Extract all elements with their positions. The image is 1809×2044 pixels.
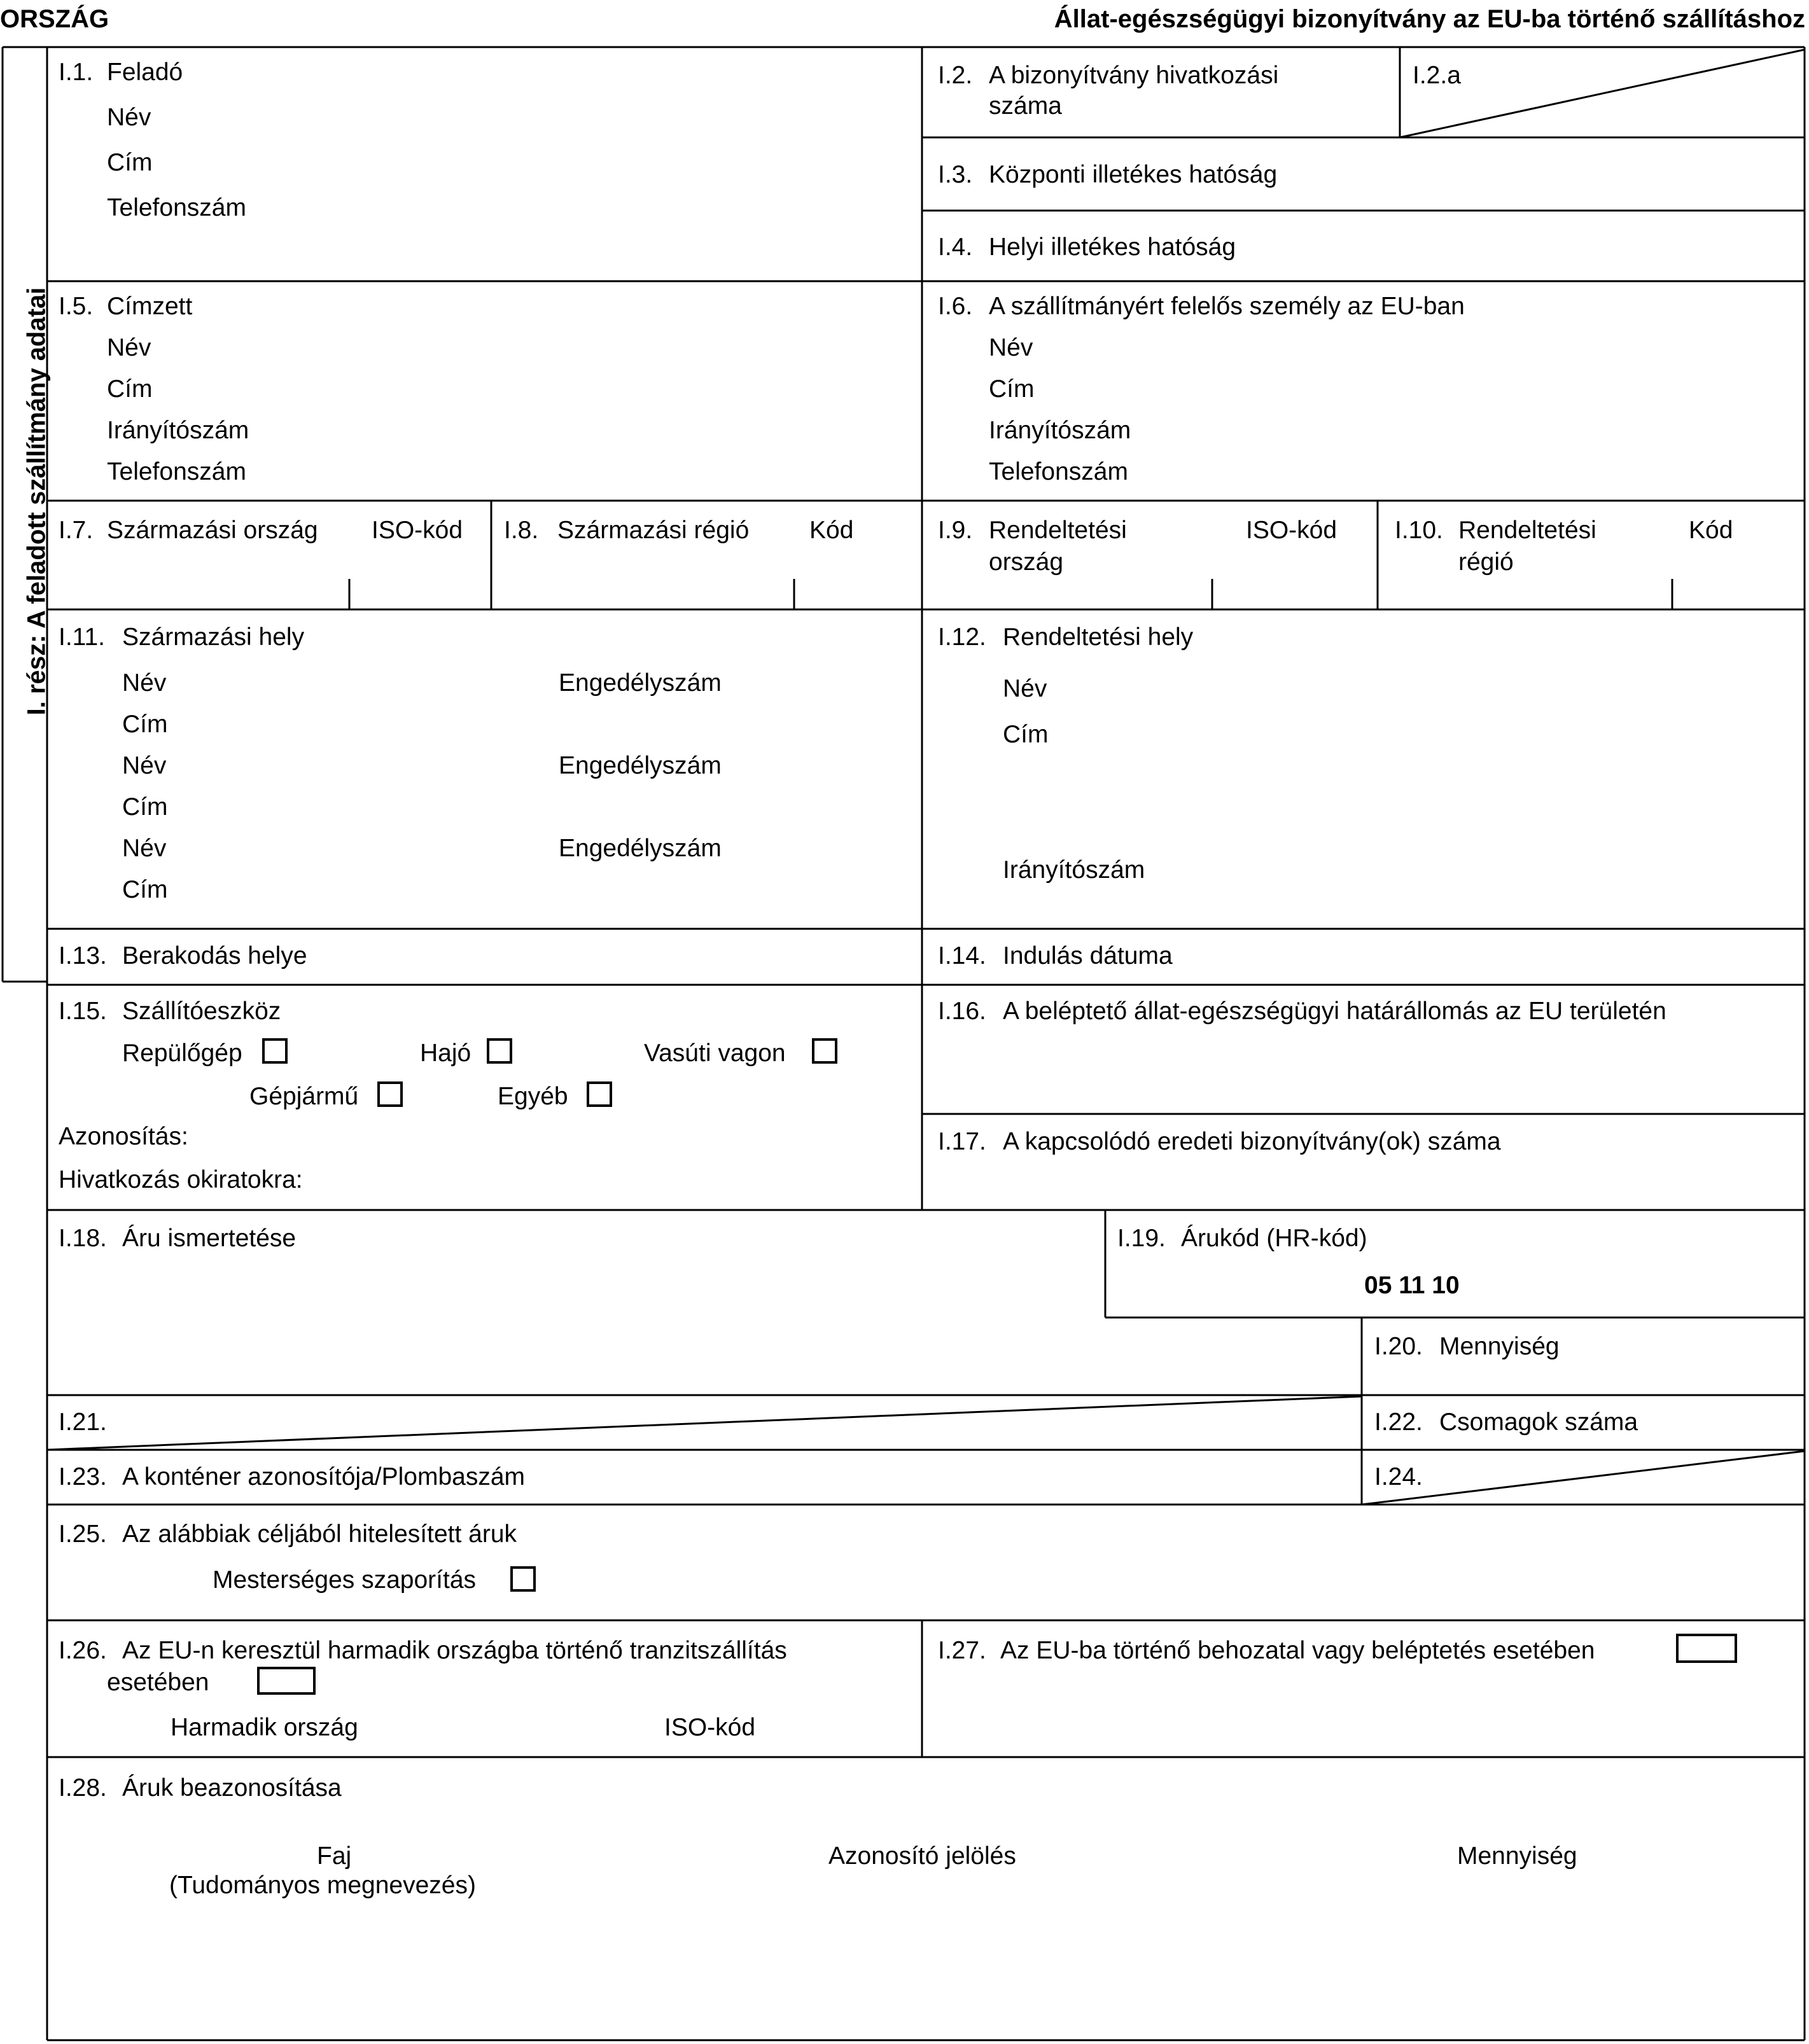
i25-option-label: Mesterséges szaporítás bbox=[213, 1566, 477, 1594]
i5-postcode-label: Irányítószám bbox=[107, 417, 249, 444]
i11-title: Származási hely bbox=[122, 623, 305, 651]
i23-number: I.23. bbox=[59, 1463, 107, 1491]
i11-number: I.11. bbox=[59, 623, 105, 651]
i8-title: Származási régió bbox=[557, 517, 750, 544]
i11-entry1-address-label: Cím bbox=[122, 711, 168, 738]
i13-number: I.13. bbox=[59, 942, 107, 970]
i4-number: I.4. bbox=[938, 233, 973, 261]
i11-entry1-name-label: Név bbox=[122, 669, 167, 697]
i1-title: Feladó bbox=[107, 59, 183, 86]
i10-code-label: Kód bbox=[1689, 517, 1733, 544]
i12-number: I.12. bbox=[938, 623, 986, 651]
certificate-title: Állat-egészségügyi bizonyítvány az EU-ba történő szállításhoz bbox=[1054, 5, 1805, 33]
i10-number: I.10. bbox=[1395, 517, 1443, 544]
i18-number: I.18. bbox=[59, 1225, 107, 1252]
i7-title: Származási ország bbox=[107, 517, 318, 544]
i15-road-checkbox[interactable] bbox=[377, 1081, 403, 1107]
i15-number: I.15. bbox=[59, 998, 107, 1025]
i2-title-line1: A bizonyítvány hivatkozási bbox=[989, 62, 1279, 89]
i28-title: Áruk beazonosítása bbox=[122, 1774, 342, 1802]
i25-number: I.25. bbox=[59, 1520, 107, 1548]
i19-number: I.19. bbox=[1117, 1225, 1166, 1252]
i15-other-checkbox[interactable] bbox=[587, 1081, 612, 1107]
i9-title-line1: Rendeltetési bbox=[989, 517, 1127, 544]
i26-title-line2: esetében bbox=[107, 1669, 209, 1696]
i10-title-line1: Rendeltetési bbox=[1458, 517, 1596, 544]
i16-title: A beléptető állat-egészségügyi határállomás az EU területén bbox=[1003, 998, 1666, 1025]
i15-railway-checkbox[interactable] bbox=[812, 1038, 837, 1064]
i15-aeroplane-label: Repülőgép bbox=[122, 1039, 242, 1067]
i6-title: A szállítmányért felelős személy az EU-ban bbox=[989, 293, 1465, 320]
i20-number: I.20. bbox=[1374, 1333, 1423, 1360]
i6-name-label: Név bbox=[989, 334, 1033, 361]
i1-phone-label: Telefonszám bbox=[107, 194, 246, 221]
i28-number: I.28. bbox=[59, 1774, 107, 1802]
i28-marking-header: Azonosító jelölés bbox=[828, 1842, 1016, 1870]
i27-title: Az EU-ba történő behozatal vagy beléptetés esetében bbox=[1000, 1637, 1595, 1664]
i25-artificial-reproduction-checkbox[interactable] bbox=[510, 1566, 536, 1592]
i12-address-label: Cím bbox=[1003, 721, 1049, 748]
i6-postcode-label: Irányítószám bbox=[989, 417, 1131, 444]
i26-transit-checkbox[interactable] bbox=[257, 1667, 316, 1695]
i11-entry3-approval-label: Engedélyszám bbox=[559, 835, 722, 862]
i6-address-label: Cím bbox=[989, 375, 1035, 403]
i5-address-label: Cím bbox=[107, 375, 153, 403]
i27-import-checkbox[interactable] bbox=[1676, 1634, 1737, 1663]
i21-number: I.21. bbox=[59, 1408, 107, 1436]
i13-title: Berakodás helye bbox=[122, 942, 307, 970]
i11-entry3-name-label: Név bbox=[122, 835, 167, 862]
i28-quantity-header: Mennyiség bbox=[1457, 1842, 1577, 1870]
i26-third-country-label: Harmadik ország bbox=[171, 1714, 358, 1741]
i9-iso-code-label: ISO-kód bbox=[1246, 517, 1338, 544]
i24-number: I.24. bbox=[1374, 1463, 1423, 1491]
i4-title: Helyi illetékes hatóság bbox=[989, 233, 1236, 261]
i22-number: I.22. bbox=[1374, 1408, 1423, 1436]
i2-title-line2: száma bbox=[989, 92, 1062, 120]
i26-title-line1: Az EU-n keresztül harmadik országba történő tranzitszállítás bbox=[122, 1637, 787, 1664]
i10-title-line2: régió bbox=[1458, 548, 1514, 576]
i15-railway-label: Vasúti vagon bbox=[644, 1039, 786, 1067]
i2-number: I.2. bbox=[938, 62, 973, 89]
i14-title: Indulás dátuma bbox=[1003, 942, 1173, 970]
i23-title: A konténer azonosítója/Plombaszám bbox=[122, 1463, 526, 1491]
i9-number: I.9. bbox=[938, 517, 973, 544]
i1-number: I.1. bbox=[59, 59, 94, 86]
i7-iso-code-label: ISO-kód bbox=[372, 517, 463, 544]
i6-phone-label: Telefonszám bbox=[989, 458, 1128, 485]
i22-title: Csomagok száma bbox=[1439, 1408, 1638, 1436]
i12-name-label: Név bbox=[1003, 675, 1047, 702]
i2a-number: I.2.a bbox=[1413, 62, 1461, 89]
i15-ship-label: Hajó bbox=[420, 1039, 471, 1067]
i25-title: Az alábbiak céljából hitelesített áruk bbox=[122, 1520, 517, 1548]
i7-number: I.7. bbox=[59, 517, 94, 544]
i16-number: I.16. bbox=[938, 998, 986, 1025]
i19-hs-code-value: 05 11 10 bbox=[1364, 1272, 1460, 1299]
i8-number: I.8. bbox=[504, 517, 539, 544]
i12-postcode-label: Irányítószám bbox=[1003, 856, 1145, 884]
i15-references-label: Hivatkozás okiratokra: bbox=[59, 1166, 303, 1193]
i3-number: I.3. bbox=[938, 161, 973, 188]
i11-entry3-address-label: Cím bbox=[122, 876, 168, 903]
i15-title: Szállítóeszköz bbox=[122, 998, 281, 1025]
i28-species-subheader: (Tudományos megnevezés) bbox=[169, 1872, 476, 1899]
i11-entry2-approval-label: Engedélyszám bbox=[559, 752, 722, 779]
i11-entry2-name-label: Név bbox=[122, 752, 167, 779]
i26-number: I.26. bbox=[59, 1637, 107, 1664]
i6-number: I.6. bbox=[938, 293, 973, 320]
i17-title: A kapcsolódó eredeti bizonyítvány(ok) száma bbox=[1003, 1128, 1501, 1155]
country-header: ORSZÁG bbox=[0, 5, 109, 33]
i5-phone-label: Telefonszám bbox=[107, 458, 246, 485]
i27-number: I.27. bbox=[938, 1637, 986, 1664]
i11-entry1-approval-label: Engedélyszám bbox=[559, 669, 722, 697]
i8-code-label: Kód bbox=[809, 517, 854, 544]
i5-name-label: Név bbox=[107, 334, 151, 361]
i15-other-label: Egyéb bbox=[498, 1083, 568, 1110]
i15-aeroplane-checkbox[interactable] bbox=[262, 1038, 288, 1064]
i12-title: Rendeltetési hely bbox=[1003, 623, 1194, 651]
i15-identification-label: Azonosítás: bbox=[59, 1123, 188, 1150]
i28-species-header: Faj bbox=[317, 1842, 352, 1870]
i15-ship-checkbox[interactable] bbox=[487, 1038, 512, 1064]
i26-iso-code-label: ISO-kód bbox=[664, 1714, 756, 1741]
i1-name-label: Név bbox=[107, 104, 151, 131]
part-one-side-label: I. rész: A feladott szállítmány adatai bbox=[22, 287, 51, 716]
i3-title: Központi illetékes hatóság bbox=[989, 161, 1278, 188]
i5-number: I.5. bbox=[59, 293, 94, 320]
i18-title: Áru ismertetése bbox=[122, 1225, 297, 1252]
i5-title: Címzett bbox=[107, 293, 193, 320]
i15-road-label: Gépjármű bbox=[249, 1083, 359, 1110]
i17-number: I.17. bbox=[938, 1128, 986, 1155]
i11-entry2-address-label: Cím bbox=[122, 793, 168, 821]
i1-address-label: Cím bbox=[107, 149, 153, 176]
i19-title: Árukód (HR-kód) bbox=[1181, 1225, 1367, 1252]
i9-title-line2: ország bbox=[989, 548, 1064, 576]
i14-number: I.14. bbox=[938, 942, 986, 970]
i20-title: Mennyiség bbox=[1439, 1333, 1560, 1360]
